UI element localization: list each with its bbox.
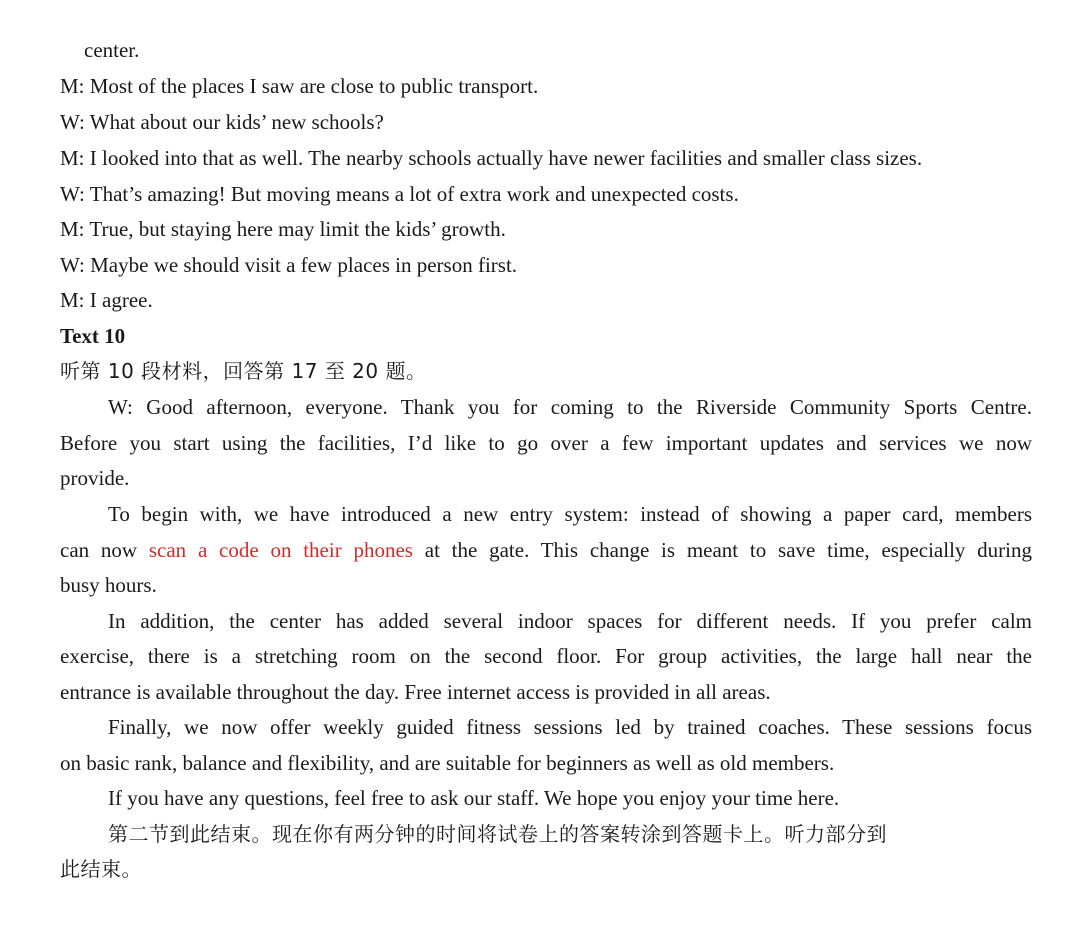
dialogue-line-1: M: Most of the places I saw are close to public transport. [60,74,539,98]
paragraph-4-line-2: on basic rank, balance and flexibility, and are suitable for beginners as well as old members. [60,751,835,775]
paragraph-2-lead: can now [60,538,138,562]
closing-line-2: 此结束。 [60,857,142,881]
dialogue-line-3: M: I looked into that as well. The nearby schools actually have newer facilities and smaller class sizes. [60,146,923,170]
paragraph-5: If you have any questions, feel free to ask our staff. We hope you enjoy your time here. [108,786,840,810]
paragraph-3-line-2: exercise, there is a stretching room on the second floor. For group activities, the large hall near the [60,644,1032,668]
section-heading: Text 10 [60,324,126,348]
section-instruction: 听第 10 段材料，回答第 17 至 20 题。 [60,359,427,383]
continuation-line: center. [84,38,140,62]
closing-line-1: 第二节到此结束。现在你有两分钟的时间将试卷上的答案转涂到答题卡上。听力部分到 [108,822,887,846]
paragraph-1-line-2: Before you start using the facilities, I’d like to go over a few important updates and services we now [60,431,1032,455]
paragraph-3-line-1: In addition, the center has added several indoor spaces for different needs. If you prefer calm [108,609,1032,633]
paragraph-3-line-3: entrance is available throughout the day. Free internet access is provided in all areas. [60,680,771,704]
highlighted-phrase: scan a code on their phones [148,538,413,562]
paragraph-1-line-3: provide. [60,466,130,490]
paragraph-2-line-1: To begin with, we have introduced a new entry system: instead of showing a paper card, members [108,502,1032,526]
paragraph-1-line-1: W: Good afternoon, everyone. Thank you for coming to the Riverside Community Sports Centre. [108,395,1032,419]
paragraph-2-tail: at the gate. This change is meant to save time, especially during [424,538,1033,562]
dialogue-line-7: M: I agree. [60,288,153,312]
paragraph-2-line-3: busy hours. [60,573,157,597]
dialogue-line-4: W: That’s amazing! But moving means a lot of extra work and unexpected costs. [60,182,739,206]
dialogue-line-6: W: Maybe we should visit a few places in person first. [60,253,518,277]
dialogue-line-2: W: What about our kids’ new schools? [60,110,384,134]
paragraph-4-line-1: Finally, we now offer weekly guided fitness sessions led by trained coaches. These sessions focus [108,715,1032,739]
dialogue-line-5: M: True, but staying here may limit the kids’ growth. [60,217,506,241]
paragraph-2-line-2 [60,537,1032,563]
